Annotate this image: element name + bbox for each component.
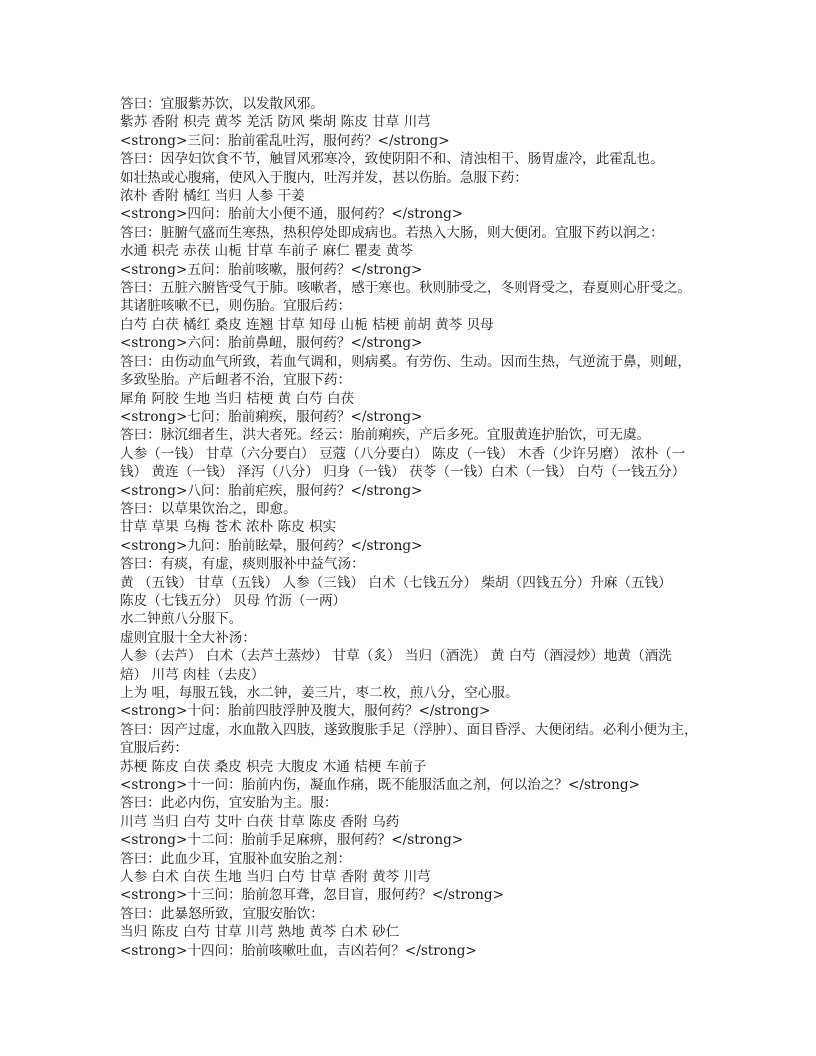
answer-line: 答曰：此暴怒所致，宜服安胎饮： <box>120 905 324 922</box>
herb-list-line: 紫苏 香附 枳壳 黄芩 羌活 防风 柴胡 陈皮 甘草 川芎 <box>120 114 431 131</box>
herb-list-line: 犀角 阿胶 生地 当归 桔梗 黄 白芍 白茯 <box>120 390 355 407</box>
answer-line: 答曰：脉沉细者生，洪大者死。经云：胎前痢疾，产后多死。宜服黄连护胎饮，可无虞。 <box>120 427 651 444</box>
question-heading: <strong>十二问：胎前手足麻痹，服何药？</strong> <box>120 832 464 849</box>
herb-list-line: 甘草 草果 乌梅 苍术 浓朴 陈皮 枳实 <box>120 519 337 536</box>
herb-list-line: 人参（去芦） 白术（去芦土蒸炒） 甘草（炙） 当归（酒洗） 黄 白芍（酒浸炒）地黄（酒洗 <box>120 648 672 665</box>
question-heading: <strong>九问：胎前眩晕，服何药？</strong> <box>120 537 423 554</box>
herb-list-line: 黄 （五钱） 甘草（五钱） 人参（三钱） 白术（七钱五分） 柴胡（四钱五分）升麻（五钱） <box>120 574 672 591</box>
herb-list-line: 人参（一钱） 甘草（六分要白） 豆蔻（八分要白） 陈皮（一钱） 木香（少许另磨） 浓朴（一 <box>120 445 686 462</box>
answer-line: 上为 咀，每服五钱，水二钟，姜三片，枣二枚，煎八分，空心服。 <box>120 685 519 701</box>
question-heading: <strong>三问：胎前霍乱吐泻，服何药？</strong> <box>120 132 450 149</box>
answer-line: 答曰：因产过虚，水血散入四肢，遂致腹胀手足（浮肿）、面目昏浮、大便闭结。必利小便为主， <box>120 721 698 738</box>
herb-list-line: 焙） 川芎 肉桂（去皮） <box>120 666 265 683</box>
question-heading: <strong>五问：胎前咳嗽，服何药？</strong> <box>120 261 423 278</box>
question-heading: <strong>八问：胎前疟疾，服何药？</strong> <box>120 482 423 499</box>
herb-list-line: 苏梗 陈皮 白茯 桑皮 枳壳 大腹皮 木通 桔梗 车前子 <box>120 758 427 775</box>
question-heading: <strong>十一问：胎前内伤，凝血作痛，既不能服活血之剂，何以治之？</strong> <box>120 777 640 794</box>
answer-line: 答曰：此血少耳，宜服补血安胎之剂： <box>120 850 352 867</box>
question-heading: <strong>七问：胎前痢疾，服何药？</strong> <box>120 408 423 425</box>
answer-line: 答曰：由伤动血气所致，若血气调和，则病奚。有劳伤、生动。因而生热，气逆流于鼻，则衄， <box>120 353 691 370</box>
document-page <box>120 95 710 960</box>
answer-line: 答曰：因孕妇饮食不节，触冒风邪寒冷，致使阴阳不和、清浊相干、肠胃虚冷，此霍乱也。 <box>120 151 664 168</box>
question-heading: <strong>十三问：胎前忽耳聋，忽目盲，服何药？</strong> <box>120 887 504 904</box>
answer-line: 答曰：此必内伤，宜安胎为主。服： <box>120 795 338 812</box>
answer-line: 答曰：五脏六腑皆受气于肺。咳嗽者，感于寒也。秋则肺受之，冬则肾受之，春夏则心肝受之。 <box>120 280 691 297</box>
herb-list-line: 当归 陈皮 白芍 甘草 川芎 熟地 黄芩 白术 砂仁 <box>120 924 400 941</box>
herb-list-line: 白芍 白茯 橘红 桑皮 连翘 甘草 知母 山栀 桔梗 前胡 黄芩 贝母 <box>120 316 494 333</box>
herb-list-line: 川芎 当归 白芍 艾叶 白茯 甘草 陈皮 香附 乌药 <box>120 813 400 830</box>
answer-line: 答曰：以草果饮治之，即愈。 <box>120 500 297 517</box>
answer-line: 答曰：有痰，有虚，痰则服补中益气汤： <box>120 556 365 573</box>
question-heading: <strong>十四问：胎前咳嗽吐血，吉凶若何？</strong> <box>120 942 477 959</box>
answer-line: 宜服后药： <box>120 740 188 757</box>
answer-line: 答曰：宜服紫苏饮，以发散风邪。 <box>120 96 324 112</box>
answer-line: 其诸脏咳嗽不已，则伤胎。宜服后药： <box>120 298 352 315</box>
answer-line: 如壮热或心腹痛，使风入于腹内，吐泻并发，甚以伤胎。急服下药： <box>120 169 528 186</box>
question-heading: <strong>四问：胎前大小便不通，服何药？</strong> <box>120 206 464 223</box>
answer-line: 虚则宜服十全大补汤： <box>120 629 256 646</box>
herb-list-line: 人参 白术 白茯 生地 当归 白芍 甘草 香附 黄芩 川芎 <box>120 869 431 886</box>
answer-line: 水二钟煎八分服下。 <box>120 611 243 628</box>
herb-list-line: 浓朴 香附 橘红 当归 人参 干姜 <box>120 188 305 205</box>
answer-line: 答曰：脏腑气盛而生寒热，热积停处即成病也。若热入大肠，则大便闭。宜服下药以润之： <box>120 224 664 241</box>
herb-list-line: 钱） 黄连（一钱） 泽泻（八分） 归身（一钱） 茯苓（一钱）白术（一钱） 白芍（一钱五分） <box>120 464 686 481</box>
question-heading: <strong>六问：胎前鼻衄，服何药？</strong> <box>120 335 423 352</box>
answer-line: 多致坠胎。产后衄者不治，宜服下药： <box>120 372 352 389</box>
herb-list-line: 陈皮（七钱五分） 贝母 竹沥（一两） <box>120 592 347 609</box>
question-heading: <strong>十问：胎前四肢浮肿及腹大，服何药？</strong> <box>120 703 491 720</box>
herb-list-line: 水通 枳壳 赤茯 山栀 甘草 车前子 麻仁 瞿麦 黄芩 <box>120 243 413 260</box>
